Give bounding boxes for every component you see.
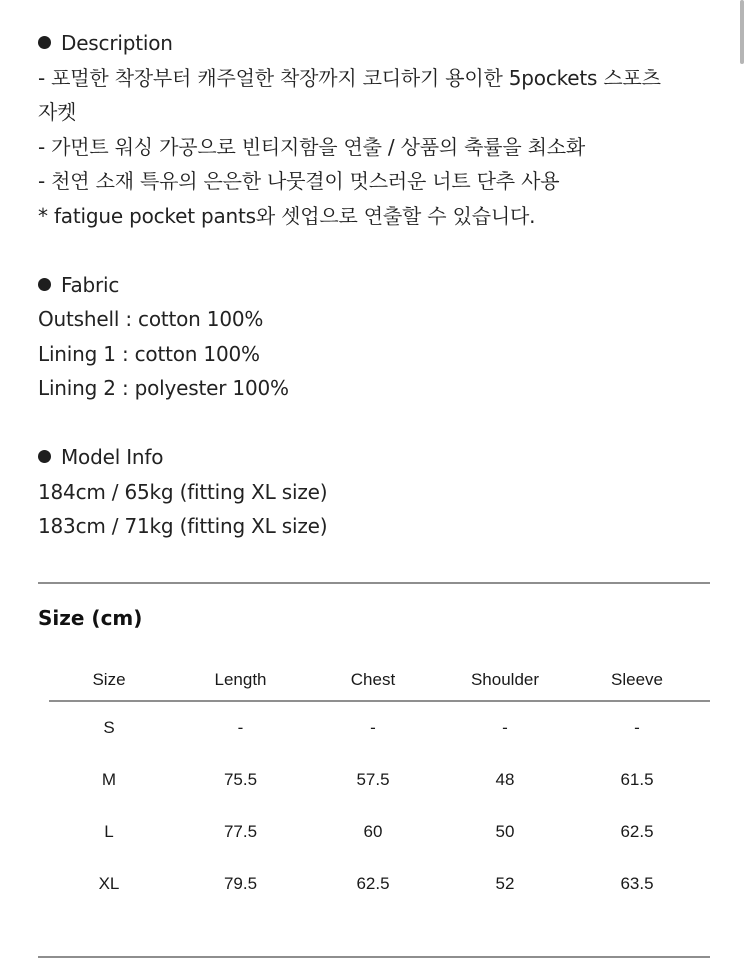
cell-length: - (237, 718, 244, 737)
cell-shoulder: 52 (495, 874, 515, 893)
header-chest: Chest (350, 670, 396, 689)
table-row (49, 858, 710, 910)
cell-sleeve: - (634, 718, 640, 737)
bullet-icon (38, 278, 51, 291)
scrollbar[interactable] (740, 0, 744, 64)
section-divider (38, 582, 710, 584)
size-chart-title: Size (cm) (38, 606, 143, 630)
model-info-heading: Model Info (61, 445, 164, 469)
model-info-line: 183cm / 71kg (fitting XL size) (38, 514, 328, 538)
cell-sleeve: 62.5 (620, 822, 654, 841)
cell-shoulder: 48 (495, 770, 515, 789)
cell-sleeve: 63.5 (620, 874, 654, 893)
fabric-heading-row (38, 268, 718, 303)
description-line: - 가먼트 워싱 가공으로 빈티지함을 연출 / 상품의 축률을 최소화 (38, 134, 585, 159)
description-line: - 천연 소재 특유의 은은한 나뭇결이 멋스러운 너트 단추 사용 (38, 169, 560, 193)
table-row (49, 754, 710, 806)
cell-sleeve: 61.5 (620, 770, 654, 789)
bullet-icon (38, 36, 51, 49)
cell-chest: - (370, 718, 376, 737)
fabric-heading: Fabric (61, 272, 120, 297)
fabric-line: Lining 2 : polyester 100% (38, 376, 289, 400)
header-length: Length (214, 670, 267, 689)
cell-chest: 57.5 (356, 770, 390, 789)
table-row (49, 806, 710, 858)
size-chart-header-row (49, 660, 710, 702)
cell-size: L (104, 822, 114, 841)
description-line: - 포멀한 착장부터 캐주얼한 착장까지 코디하기 용이한 5pockets 스포츠 (38, 65, 661, 90)
cell-size: M (101, 770, 117, 789)
description-heading: Description (61, 31, 173, 55)
cell-length: 77.5 (223, 822, 258, 841)
table-row (49, 702, 710, 754)
fabric-line: Outshell : cotton 100% (38, 307, 264, 331)
description-line: * fatigue pocket pants와 셋업으로 연출할 수 있습니다. (38, 203, 536, 228)
cell-shoulder: 50 (495, 822, 515, 841)
cell-chest: 62.5 (356, 874, 390, 893)
header-size: Size (92, 670, 126, 689)
size-chart-table (49, 660, 710, 910)
description-heading-row (38, 26, 718, 61)
cell-size: S (103, 718, 115, 737)
fabric-line: Lining 1 : cotton 100% (38, 341, 260, 366)
header-shoulder: Shoulder (470, 670, 540, 689)
cell-length: 79.5 (223, 874, 258, 893)
model-info-line: 184cm / 65kg (fitting XL size) (38, 479, 328, 504)
product-details (38, 26, 718, 544)
model-info-heading-row (38, 440, 718, 475)
cell-chest: 60 (363, 822, 383, 841)
bullet-icon (38, 450, 51, 463)
description-line: 자켓 (38, 100, 77, 124)
cell-size: XL (98, 874, 120, 893)
header-sleeve: Sleeve (611, 670, 663, 689)
cell-shoulder: - (502, 718, 508, 737)
section-divider (38, 956, 710, 958)
cell-length: 75.5 (223, 770, 258, 789)
